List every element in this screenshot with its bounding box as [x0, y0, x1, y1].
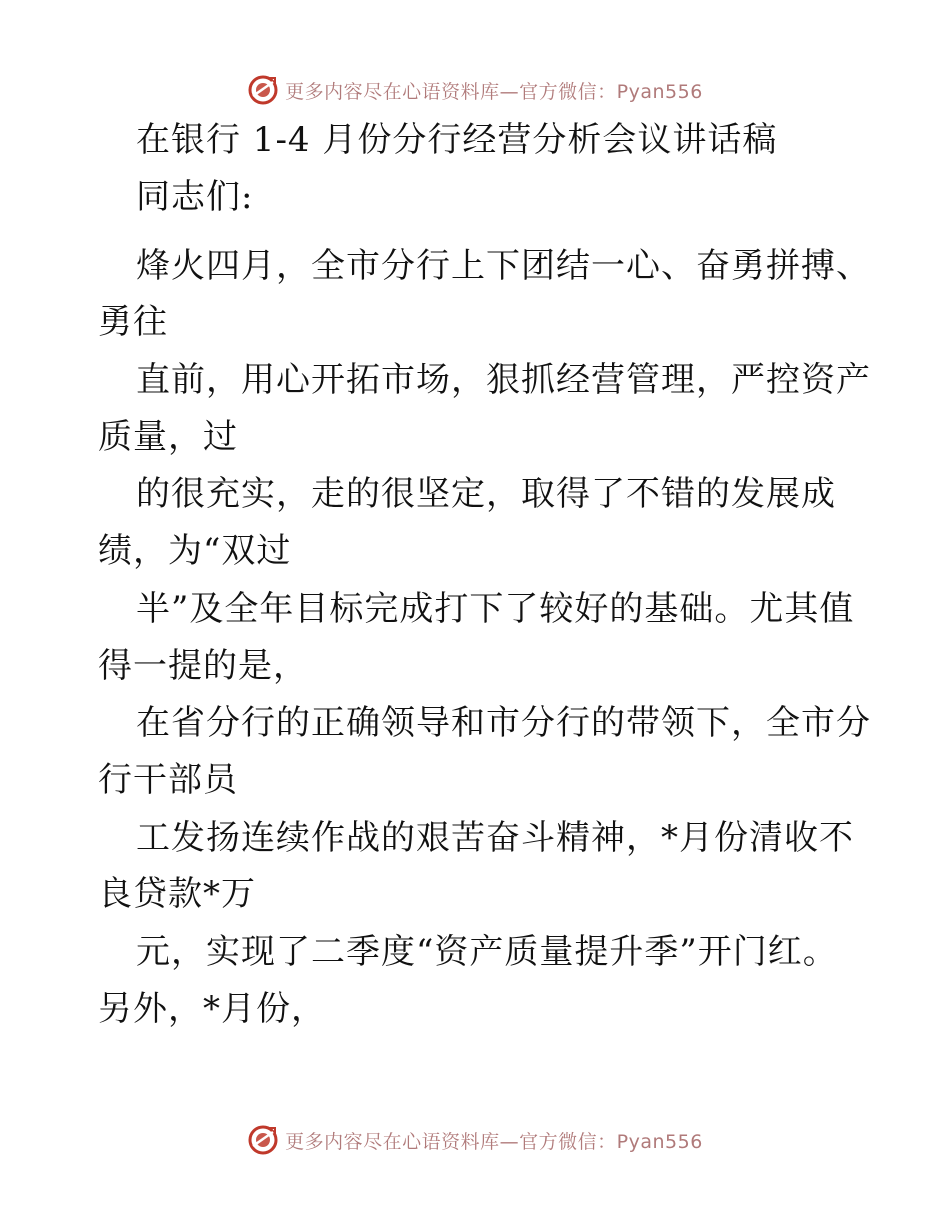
paragraph-line: 在省分行的正确领导和市分行的带领下，全市分 [136, 703, 871, 743]
document-title: 在银行 1-4 月份分行经营分析会议讲话稿 [136, 120, 778, 160]
red-seal-logo-icon [247, 1124, 279, 1156]
footer-watermark-banner [0, 1120, 950, 1160]
watermark-text: 更多内容尽在心语资料库—官方微信：Pyan556 [285, 1130, 703, 1153]
paragraph-line: 得一提的是， [98, 646, 308, 686]
paragraph-line: 质量，过 [98, 417, 238, 457]
paragraph-line: 半”及全年目标完成打下了较好的基础。尤其值 [136, 589, 855, 629]
paragraph-line: 的很充实，走的很坚定，取得了不错的发展成 [136, 474, 836, 514]
header-watermark-banner [0, 70, 950, 110]
watermark-text: 更多内容尽在心语资料库—官方微信：Pyan556 [285, 80, 703, 103]
paragraph-line: 另外，*月份， [98, 989, 326, 1029]
paragraph-line: 直前，用心开拓市场，狠抓经营管理，严控资产 [136, 360, 871, 400]
red-seal-logo-icon [247, 74, 279, 106]
paragraph-line: 元，实现了二季度“资产质量提升季”开门红。 [136, 932, 838, 972]
paragraph-line: 烽火四月，全市分行上下团结一心、奋勇拼搏、 [136, 246, 871, 286]
paragraph-line: 工发扬连续作战的艰苦奋斗精神，*月份清收不 [136, 818, 854, 858]
paragraph-line: 绩，为“双过 [98, 531, 292, 571]
paragraph-line: 行干部员 [98, 760, 238, 800]
paragraph-line: 同志们: [136, 177, 254, 217]
paragraph-line: 良贷款*万 [98, 874, 256, 914]
paragraph-line: 勇往 [98, 302, 168, 342]
